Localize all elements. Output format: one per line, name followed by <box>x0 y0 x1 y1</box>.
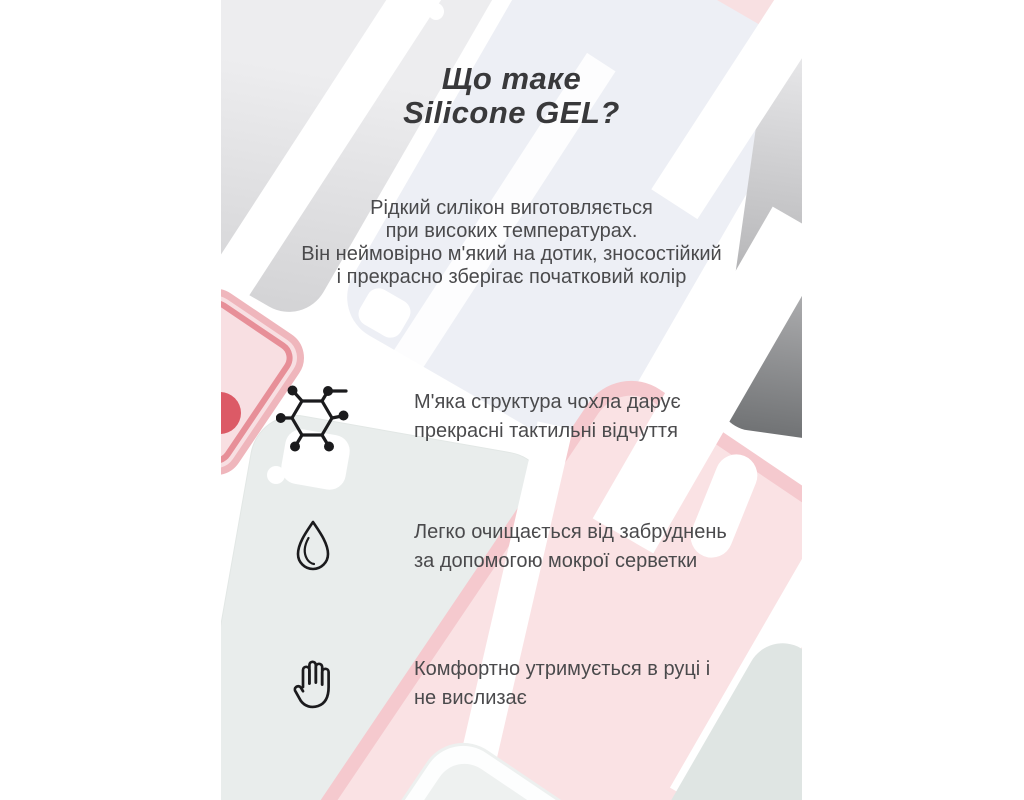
feature-line: М'яка структура чохла дарує <box>414 391 681 413</box>
feature-line: за допомогою мокрої серветки <box>414 550 698 572</box>
molecule-icon <box>221 378 405 456</box>
feature-text <box>414 518 727 576</box>
feature-row-good-grip <box>221 639 802 729</box>
poster-content <box>221 0 802 800</box>
title-line-1: Що таке <box>441 61 582 96</box>
intro-paragraph <box>221 197 802 289</box>
feature-row-easy-clean <box>221 502 802 592</box>
promo-poster <box>221 0 802 800</box>
page-title <box>221 62 802 130</box>
feature-line: прекрасні тактильні відчуття <box>414 420 678 442</box>
feature-line: Легко очищається від забруднень <box>414 521 727 543</box>
feature-text <box>414 655 710 713</box>
intro-line: при високих температурах. <box>385 220 638 242</box>
feature-line: не вислизає <box>414 687 527 709</box>
feature-text <box>414 388 681 446</box>
hand-icon <box>221 656 405 712</box>
intro-line: Він неймовірно м'який на дотик, зносостійкий <box>301 243 722 265</box>
intro-line: Рідкий силікон виготовляється <box>370 197 653 219</box>
feature-line: Комфортно утримується в руці і <box>414 658 711 680</box>
feature-row-soft-structure <box>221 372 802 462</box>
title-line-2: Silicone GEL? <box>403 95 620 130</box>
intro-line: і прекрасно зберігає початковий колір <box>336 266 687 288</box>
droplet-icon <box>221 519 405 575</box>
